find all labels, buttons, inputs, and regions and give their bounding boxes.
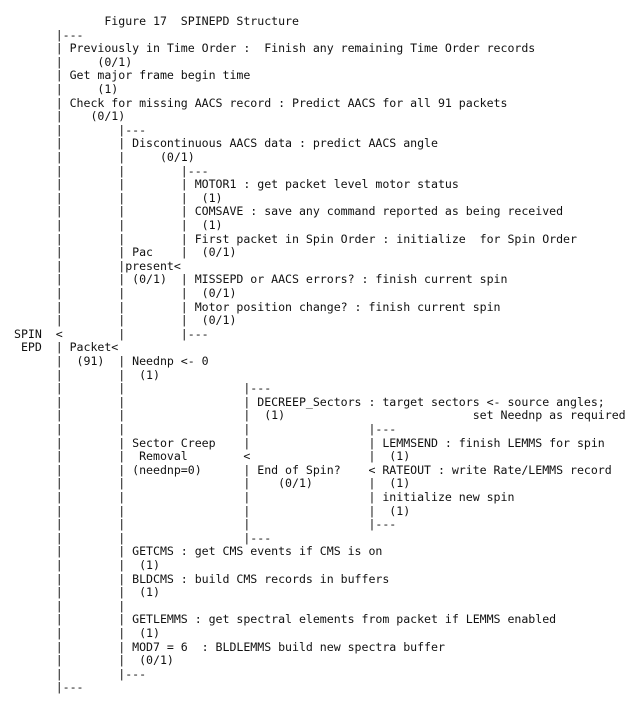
diagram-line: | | | COMSAVE : save any command reported as being received bbox=[14, 204, 564, 219]
diagram-line: | |--- bbox=[14, 122, 147, 137]
diagram-line: | | (0/1) bbox=[14, 653, 174, 668]
diagram-line: | Previously in Time Order : Finish any remaining Time Order records bbox=[14, 41, 536, 56]
diagram-line: | | |--- bbox=[14, 530, 272, 545]
diagram-line: | (91) | Neednp <- 0 bbox=[14, 354, 209, 368]
diagram-line: | |present< bbox=[14, 258, 181, 273]
diagram-line: | | GETCMS : get CMS events if CMS is on bbox=[14, 544, 383, 559]
diagram-line: | | | (0/1) bbox=[14, 286, 237, 300]
diagram-line: | | (0/1) | MISSEPD or AACS errors? : finish current spin bbox=[14, 272, 508, 287]
diagram-line: | | (1) bbox=[14, 626, 160, 640]
diagram-line: | | Discontinuous AACS data : predict AACS angle bbox=[14, 136, 438, 151]
diagram-line: | | | |--- bbox=[14, 422, 397, 436]
diagram-line: |--- bbox=[14, 680, 84, 695]
diagram-line: SPIN < | |--- bbox=[14, 326, 209, 341]
diagram-line: | | MOD7 = 6 : BLDLEMMS build new spectra buffer bbox=[14, 639, 445, 654]
diagram-line: | | bbox=[14, 598, 126, 613]
diagram-line: | Check for missing AACS record : Predict AACS for all 91 packets bbox=[14, 95, 508, 110]
diagram-line: | | Removal < | (1) bbox=[14, 449, 411, 464]
diagram-line: | | (neednp=0) | End of Spin? < RATEOUT : write Rate/LEMMS record bbox=[14, 462, 612, 477]
diagram-line: | | Pac | (0/1) bbox=[14, 245, 237, 260]
diagram-line: | | | (0/1) bbox=[14, 313, 237, 328]
figure-title: Figure 17 SPINEPD Structure bbox=[14, 14, 299, 28]
diagram-line: | | GETLEMMS : get spectral elements from packet if LEMMS enabled bbox=[14, 612, 557, 627]
diagram-line: | | | DECREEP_Sectors : target sectors <- source angles; bbox=[14, 394, 605, 409]
diagram-line: | | |--- bbox=[14, 163, 209, 178]
diagram-line: | | (0/1) bbox=[14, 150, 195, 164]
diagram-line: | | | First packet in Spin Order : initialize for Spin Order bbox=[14, 231, 577, 246]
diagram-line: | | | (1) bbox=[14, 218, 223, 232]
diagram-line: | | (1) bbox=[14, 558, 160, 572]
diagram-line: | |--- bbox=[14, 666, 147, 681]
diagram-line: | | (1) bbox=[14, 585, 160, 600]
diagram-line: | | Sector Creep | | LEMMSEND : finish LEMMS for spin bbox=[14, 435, 605, 450]
diagram-line: | (0/1) bbox=[14, 109, 126, 124]
diagram-line: | | | (1) bbox=[14, 190, 223, 205]
diagram-line: |--- bbox=[14, 27, 84, 42]
diagram-line: | | (1) bbox=[14, 367, 160, 382]
diagram-line: | | | MOTOR1 : get packet level motor status bbox=[14, 177, 459, 192]
diagram-line: | | | | (1) bbox=[14, 503, 411, 518]
diagram-line: EPD | Packet< bbox=[14, 340, 119, 355]
diagram-line: | | BLDCMS : build CMS records in buffers bbox=[14, 571, 390, 586]
diagram-line: | | | |--- bbox=[14, 517, 397, 532]
diagram-line: | | |--- bbox=[14, 381, 272, 396]
diagram-line: | | | (1) set Neednp as required bbox=[14, 408, 626, 423]
diagram-line: | (0/1) bbox=[14, 54, 133, 69]
diagram-line: | (1) bbox=[14, 82, 119, 96]
diagram-line: | Get major frame begin time bbox=[14, 68, 251, 83]
diagram-line: | | | Motor position change? : finish current spin bbox=[14, 299, 501, 314]
diagram-line: | | | | initialize new spin bbox=[14, 490, 515, 504]
diagram-line: | | | (0/1) | (1) bbox=[14, 476, 411, 491]
